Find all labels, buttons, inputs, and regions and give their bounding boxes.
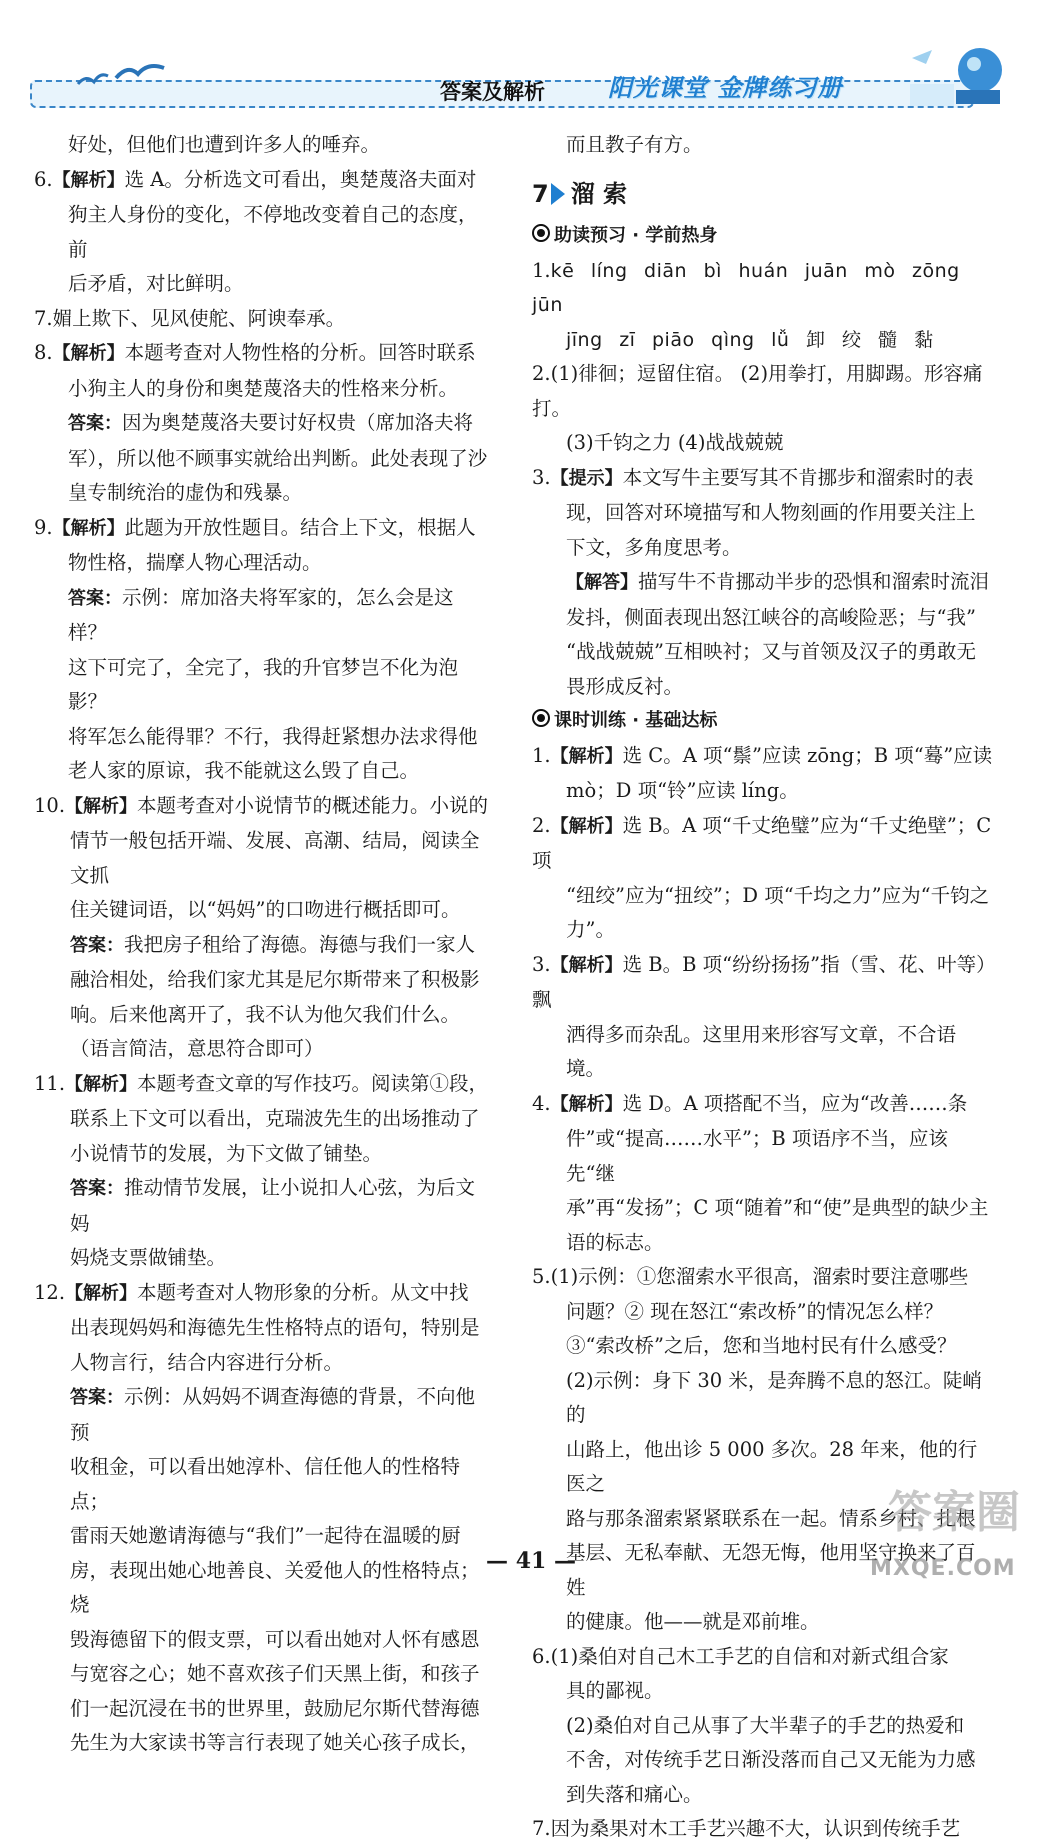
text-line (532, 670, 994, 705)
answer-tag: 【解析】 (550, 1093, 623, 1115)
line-text: 因为桑果对木工手艺兴趣不大，认识到传统手艺 (550, 1817, 961, 1840)
line-text: kē líng diān bì huán juān mò zōng jūn (532, 259, 960, 316)
question-number: 1. (532, 258, 551, 282)
line-text: “战战兢兢”互相映衬；又与首领及汉子的勇敢无 (566, 640, 976, 663)
text-line (532, 254, 994, 323)
line-text: 示例：从妈妈不调查海德的背景，不向他预 (70, 1385, 476, 1444)
right-top-line: 而且教子有方。 (566, 133, 703, 156)
line-text: 响。后来他离开了，我不认为他欠我们什么。 (70, 1002, 461, 1026)
line-text: 到失落和痛心。 (566, 1782, 703, 1806)
answer-label: 答案： (70, 934, 124, 956)
line-text: 洒得多而杂乱。这里用来形容写文章，不合语境。 (566, 1022, 957, 1080)
lesson-title: 溜 索 (570, 179, 628, 208)
page-number: — 41 — (486, 1548, 576, 1574)
text-line (34, 754, 492, 789)
training-answers (532, 739, 994, 1847)
text-line (34, 511, 492, 547)
line-text: 选 C。A 项“鬃”应读 zōng；B 项“蓦”应读 (622, 743, 993, 767)
text-line (532, 1191, 994, 1226)
line-text: “纽绞”应为“扭绞”；D 项“千均之力”应为“千钧之力”。 (566, 883, 990, 941)
text-line (532, 496, 994, 531)
text-line (34, 1380, 492, 1450)
text-line (34, 302, 492, 337)
answer-tag: 【解析】 (550, 954, 623, 976)
line-text: 下文，多角度思考。 (566, 535, 742, 559)
watermark-site: MXQE.COM (870, 1556, 1016, 1581)
answer-tag: 【提示】 (550, 467, 623, 489)
line-text: 联系上下文可以看出，克瑞波先生的出场推动了 (70, 1107, 480, 1130)
text-line (34, 651, 492, 720)
text-line (34, 1657, 492, 1692)
text-line (34, 1102, 492, 1137)
line-text: 语的标志。 (566, 1230, 664, 1254)
text-line (34, 1032, 492, 1067)
text-line (34, 267, 492, 302)
birds-icon (76, 62, 166, 92)
question-number: 1. (532, 743, 551, 767)
text-line (34, 476, 492, 511)
text-line (34, 581, 492, 651)
line-text: 选 B。A 项“千丈绝璧”应为“千丈绝壁”；C 项 (532, 813, 992, 872)
text-line (532, 1605, 994, 1640)
lesson-heading (532, 177, 994, 212)
line-text: 将军怎么能得罪？不行，我得赶紧想办法求得他 (68, 724, 478, 748)
line-text: 路与那条溜索紧紧联系在一起。情系乡村、扎根 (566, 1506, 976, 1530)
line-text: (2)示例：身下 30 米，是奔腾不息的怒江。陡峭的 (566, 1368, 982, 1426)
line-text: 们一起沉浸在书的世界里，鼓励尼尔斯代替海德 (70, 1696, 480, 1720)
line-text: 件”或“提高……水平”；B 项语序不当，应该先“继 (566, 1127, 948, 1185)
line-text: 这下可完了，全完了，我的升官梦岂不化为泡影？ (68, 655, 459, 713)
line-text: 现，回答对环境描写和人物刻画的作用要关注上 (566, 501, 976, 524)
text-line (532, 1295, 994, 1330)
text-line (532, 1260, 994, 1295)
line-text: 小狗主人的身份和奥楚蔑洛夫的性格来分析。 (68, 376, 459, 400)
question-number: 9. (34, 515, 53, 539)
line-text: 情节一般包括开端、发展、高潮、结局，阅读全文抓 (70, 829, 480, 887)
answer-label: 答案： (68, 587, 122, 609)
line-text: 不舍，对传统手艺日渐没落而自己又无能为力感 (566, 1748, 976, 1771)
text-line (34, 406, 492, 442)
line-text: jīng zī piāo qìng lǚ 卸 绞 髓 黏 (566, 328, 934, 351)
text-line (34, 1171, 492, 1241)
text-line (532, 565, 994, 601)
line-text: (1)桑伯对自己木工手艺的自信和对新式组合家 (550, 1644, 949, 1668)
question-number: 10. (34, 793, 66, 817)
text-line (34, 1137, 492, 1172)
line-text: 选 B。B 项“纷纷扬扬”指（雪、花、叶等）飘 (532, 952, 986, 1011)
answer-label: 答案： (70, 1387, 124, 1408)
question-number: 6. (532, 1644, 551, 1668)
line-text: 好处，但他们也遭到许多人的唾弃。 (68, 133, 381, 156)
text-line (532, 323, 994, 358)
answer-tag: 【解析】 (550, 815, 623, 837)
text-line (532, 1329, 994, 1364)
text-line (532, 1087, 994, 1123)
section-heading-preview: 助读预习 · 学前热身 (532, 219, 994, 254)
header-title: 答案及解析 (440, 80, 545, 104)
line-text: 后矛盾，对比鲜明。 (68, 272, 244, 295)
question-number: 2. (532, 362, 551, 385)
text-line (34, 893, 492, 928)
line-text: 房，表现出她心地善良、关爱他人的性格特点；烧 (70, 1558, 480, 1616)
text-line (532, 531, 994, 566)
line-text: 收租金，可以看出她淳朴、信任他人的性格特点； (70, 1455, 461, 1513)
line-text: 承”再“发扬”；C 项“随着”和“使”是典型的缺少主 (566, 1196, 989, 1219)
text-line (34, 1450, 492, 1519)
text-line (532, 1364, 994, 1433)
line-text: 本题考查对人物性格的分析。回答时联系 (124, 341, 476, 364)
line-text: 妈烧支票做铺垫。 (70, 1246, 227, 1269)
text-line (532, 1778, 994, 1813)
text-line (34, 998, 492, 1033)
line-text: 具的鄙视。 (566, 1679, 664, 1702)
line-text: 小说情节的发展，为下文做了铺垫。 (70, 1141, 383, 1165)
text-line (34, 789, 492, 825)
line-text: 老人家的原谅，我不能就这么毁了自己。 (68, 759, 420, 782)
line-text: 的健康。他——就是邓前堆。 (566, 1610, 820, 1633)
answer-tag: 【解析】 (550, 745, 623, 767)
line-text: 住关键词语，以“妈妈”的口吻进行概括即可。 (70, 898, 461, 921)
text-line (532, 739, 994, 775)
text-line (34, 928, 492, 964)
line-text: 本题考查对人物形象的分析。从文中找 (137, 1280, 469, 1304)
bullet-icon (532, 224, 550, 242)
answer-tag: 【解析】 (65, 1073, 138, 1095)
answer-tag: 【解析】 (52, 169, 125, 191)
preview-answers (532, 254, 994, 705)
text-line (532, 1709, 994, 1744)
line-text: (1)示例：①您溜索水平很高，溜索时要注意哪些 (550, 1265, 969, 1288)
text-line (34, 372, 492, 407)
text-line (532, 1743, 994, 1778)
arrow-icon (551, 183, 565, 205)
text-line (34, 442, 492, 477)
question-number: 8. (34, 341, 53, 364)
line-text: 融洽相处，给我们家尤其是尼尔斯带来了积极影 (70, 968, 480, 991)
text-line (34, 1692, 492, 1727)
line-text: 与宽容之心；她不喜欢孩子们天黑上街，和孩子 (70, 1662, 480, 1685)
line-text: 本题考查文章的写作技巧。阅读第①段， (137, 1071, 489, 1095)
question-number: 7. (532, 1817, 551, 1840)
text-line (532, 948, 994, 1018)
text-line (34, 824, 492, 893)
question-number: 3. (532, 952, 551, 976)
question-number: 6. (34, 167, 53, 191)
header-brand: 阳光课堂 金牌练习册 (608, 74, 843, 102)
text-line (532, 635, 994, 670)
line-text: ③“索改桥”之后，您和当地村民有什么感受？ (566, 1334, 957, 1357)
text-line (34, 963, 492, 998)
answer-tag: 【解析】 (52, 343, 125, 364)
line-text: （语言简洁，意思符合即可） (70, 1037, 324, 1060)
line-text: (2)桑伯对自己从事了大半辈子的手艺的热爱和 (566, 1713, 965, 1737)
answer-label: 答案： (70, 1178, 124, 1199)
answer-tag: 【解析】 (65, 1282, 138, 1304)
bullet-icon (532, 709, 550, 727)
question-number: 11. (34, 1071, 66, 1095)
text-line (532, 461, 994, 497)
question-number: 2. (532, 813, 551, 837)
line-text: 狗主人身份的变化，不停地改变着自己的态度，前 (68, 203, 478, 261)
line-text: 媚上欺下、见风使舵、阿谀奉承。 (52, 306, 346, 330)
text-line (34, 720, 492, 755)
text-line (34, 546, 492, 581)
line-text: 推动情节发展，让小说扣人心弦，为后文妈 (70, 1176, 476, 1235)
line-text: 示例：席加洛夫将军家的，怎么会是这样？ (68, 585, 454, 644)
text-line (34, 1726, 492, 1761)
text-line (532, 1226, 994, 1261)
text-line (532, 1640, 994, 1675)
line-text: 本文写牛主要写其不肯挪步和溜索时的表 (622, 465, 974, 489)
line-text: 选 D。A 项搭配不当，应为“改善……条 (622, 1091, 968, 1115)
line-text: 人物言行，结合内容进行分析。 (70, 1350, 344, 1374)
text-line (34, 163, 492, 199)
line-text: 描写牛不肯挪动半步的恐惧和溜索时流泪 (638, 570, 990, 593)
left-column (34, 128, 492, 1761)
text-line (34, 1067, 492, 1103)
text-line (532, 601, 994, 636)
line-text: 出表现妈妈和海德先生性格特点的语句，特别是 (70, 1316, 480, 1339)
line-text: (1)徘徊；逗留住宿。 (2)用拳打，用脚踢。形容痛打。 (532, 362, 983, 420)
answer-tag: 【解析】 (52, 517, 125, 539)
text-line (532, 1674, 994, 1709)
answer-tag: 【解答】 (566, 572, 638, 593)
question-number: 12. (34, 1280, 66, 1304)
line-text: 问题？② 现在怒江“索改桥”的情况怎么样？ (566, 1299, 944, 1323)
line-text: 先生为大家读书等言行表现了她关心孩子成长， (70, 1731, 480, 1754)
text-line (34, 128, 492, 163)
text-line (532, 1018, 994, 1087)
text-line (532, 809, 994, 879)
line-text: 我把房子租给了海德。海德与我们一家人 (124, 932, 476, 956)
line-text: (3)千钧之力 (4)战战兢兢 (566, 431, 784, 454)
lesson-number: 7 (532, 179, 549, 208)
question-number: 3. (532, 465, 551, 489)
text-line (532, 1122, 994, 1191)
answer-tag: 【解析】 (65, 795, 138, 817)
text-line (34, 1311, 492, 1346)
globe-icon (906, 40, 1016, 110)
text-line (532, 357, 994, 426)
text-line (532, 426, 994, 461)
text-line (34, 1346, 492, 1381)
line-text: 毁海德留下的假支票，可以看出她对人怀有感恩 (70, 1627, 480, 1651)
line-text: 选 A。分析选文可看出，奥楚蔑洛夫面对 (124, 167, 477, 191)
text-line (34, 1276, 492, 1312)
text-line (532, 774, 994, 809)
line-text: mò；D 项“铃”应读 líng。 (566, 779, 799, 802)
line-text: 军），所以他不顾事实就给出判断。此处表现了沙 (68, 446, 488, 470)
line-text: 此题为开放性题目。结合上下文，根据人 (124, 515, 476, 539)
line-text: 因为奥楚蔑洛夫要讨好权贵（席加洛夫将 (122, 411, 474, 434)
line-text: 本题考查对小说情节的概述能力。小说的 (137, 793, 489, 817)
text-line (532, 879, 994, 948)
line-text: 雷雨天她邀请海德与“我们”一起待在温暖的厨 (70, 1524, 461, 1547)
text-line (34, 1623, 492, 1658)
line-text: 物性格，揣摩人物心理活动。 (68, 551, 322, 574)
text-line (34, 1241, 492, 1276)
question-number: 4. (532, 1091, 551, 1115)
page-header (30, 62, 1040, 110)
line-text: 皇专制统治的虚伪和残暴。 (68, 481, 303, 504)
line-text: 山路上，他出诊 5 000 多次。28 年来，他的行医之 (566, 1437, 978, 1495)
line-text: 发抖，侧面表现出怒江峡谷的高峻险恶；与“我” (566, 605, 976, 629)
text-line (532, 1812, 994, 1847)
line-text: 畏形成反衬。 (566, 674, 684, 698)
section-heading-training: 课时训练 · 基础达标 (532, 704, 994, 739)
question-number: 5. (532, 1265, 551, 1288)
answer-label: 答案： (68, 413, 122, 434)
watermark (870, 1470, 1040, 1590)
watermark-logo: 答案圈 (888, 1487, 1020, 1538)
text-line (34, 336, 492, 372)
question-number: 7. (34, 306, 53, 330)
text-line (34, 198, 492, 267)
line-text: 基层、无私奉献、无怨无悔，他用坚守换来了百姓 (566, 1541, 976, 1599)
